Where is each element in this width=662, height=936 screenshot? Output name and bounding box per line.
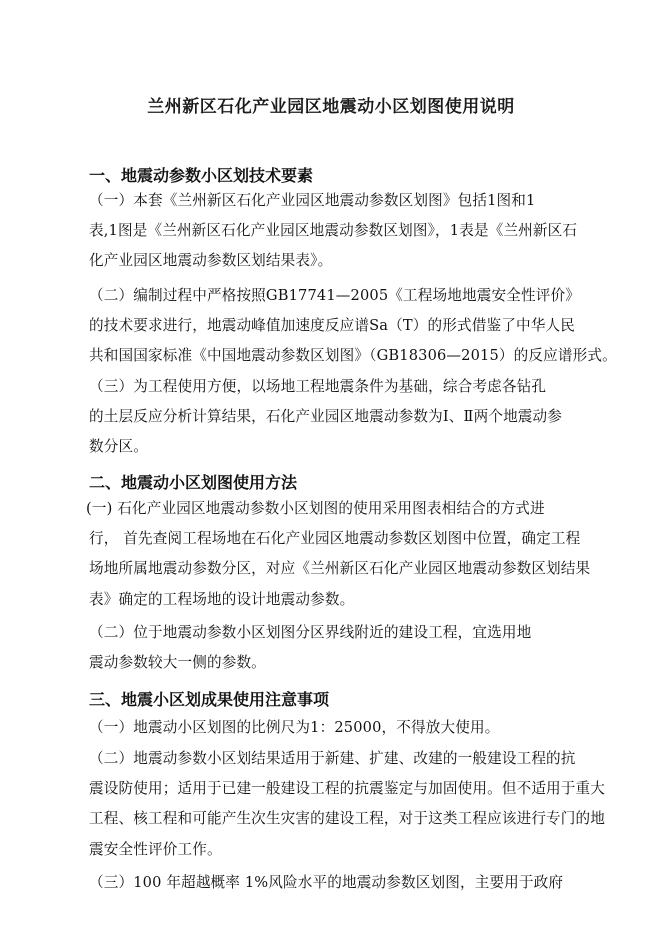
text-line: （一）本套《兰州新区石化产业园区地震动参数区划图》包括1图和1 bbox=[89, 192, 536, 209]
paragraph-2-1 bbox=[60, 494, 591, 615]
section-heading-1: 一、地震动参数小区划技术要素 bbox=[89, 166, 314, 185]
paragraph-1-1 bbox=[60, 186, 578, 277]
text-line: (一) 石化产业园区地震动参数小区划图的使用采用图表相结合的方式进 bbox=[86, 500, 545, 517]
paragraph-1-3 bbox=[60, 372, 570, 463]
text-line: 表,1图是《兰州新区石化产业园区地震动参数区划图》，1表是《兰州新区石 bbox=[89, 222, 578, 240]
text-line: （一）地震动小区划图的比例尺为1：25000，不得放大使用。 bbox=[89, 719, 500, 736]
text-line: （二）位于地震动参数小区划图分区界线附近的建设工程，宜选用地 bbox=[89, 624, 532, 641]
text-line: 行， 首先查阅工程场地在石化产业园区地震动参数区划图中位置，确定工程 bbox=[89, 530, 581, 548]
text-line: 工程、核工程和可能产生次生灾害的建设工程，对于这类工程应该进行专门的地 bbox=[89, 810, 606, 828]
text-line: 震安全性评价工作。 bbox=[89, 840, 222, 858]
paragraph-3-2 bbox=[60, 744, 606, 865]
paragraph-2-2 bbox=[60, 618, 570, 678]
text-line: 化产业园区地震动参数区划结果表》。 bbox=[89, 252, 333, 270]
text-line: 场地所属地震动参数分区，对应《兰州新区石化产业园区地震动参数区划结果 bbox=[89, 560, 591, 578]
section-heading-2: 二、地震动小区划图使用方法 bbox=[89, 473, 298, 492]
text-line: 震设防使用；适用于已建一般建设工程的抗震鉴定与加固使用。但不适用于重大 bbox=[89, 780, 606, 798]
text-line: （二）编制过程中严格按照GB17741—2005《工程场地地震安全性评价》 bbox=[89, 287, 580, 304]
text-line: 震动参数较大一侧的参数。 bbox=[89, 654, 266, 672]
paragraph-3-1 bbox=[60, 713, 570, 743]
text-line: （二）地震动参数小区划结果适用于新建、扩建、改建的一般建设工程的抗 bbox=[89, 750, 576, 767]
paragraph-1-2 bbox=[60, 281, 617, 372]
text-line: 数分区。 bbox=[89, 438, 148, 456]
document-title: 兰州新区石化产业园区地震动小区划图使用说明 bbox=[147, 97, 515, 117]
text-line: 共和国国家标准《中国地震动参数区划图》（GB18306—2015）的反应谱形式。 bbox=[89, 347, 617, 365]
text-line: 的土层反应分析计算结果，石化产业园区地震动参数为Ⅰ、Ⅱ两个地震动参 bbox=[89, 408, 563, 426]
text-line: （三）为工程使用方便，以场地工程地震条件为基础，综合考虑各钻孔 bbox=[89, 378, 547, 395]
text-line: （三）100 年超越概率 1%风险水平的地震动参数区划图，主要用于政府 bbox=[89, 874, 564, 891]
paragraph-3-3 bbox=[60, 868, 570, 898]
text-line: 表》确定的工程场地的设计地震动参数。 bbox=[89, 590, 355, 608]
section-heading-3: 三、地震小区划成果使用注意事项 bbox=[89, 690, 330, 709]
text-line: 的技术要求进行，地震动峰值加速度反应谱Sa（T）的形式借鉴了中华人民 bbox=[89, 317, 575, 335]
